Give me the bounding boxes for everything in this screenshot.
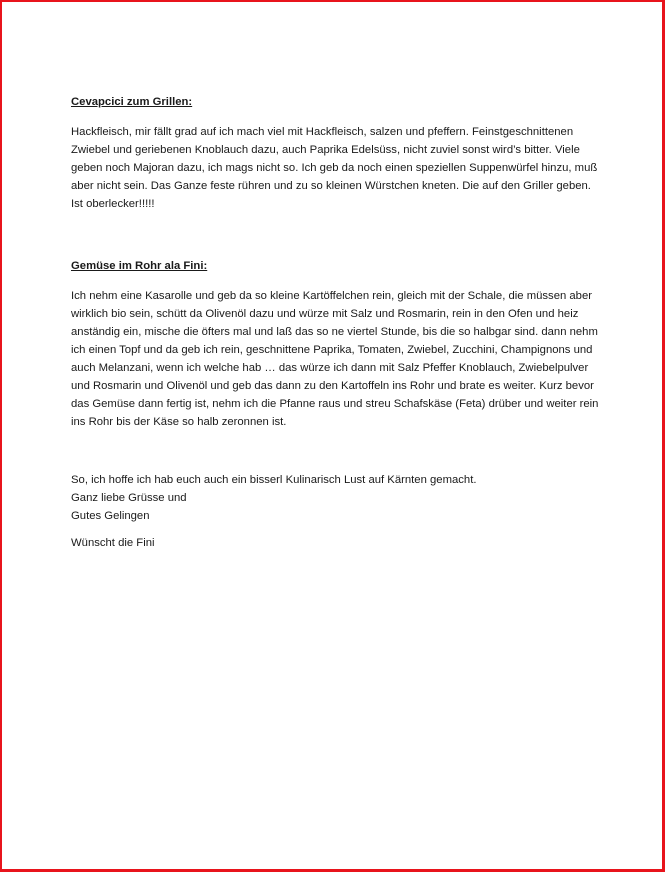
section-heading: Gemüse im Rohr ala Fini: — [71, 260, 208, 272]
section-body: Hackfleisch, mir fällt grad auf ich mach viel mit Hackfleisch, salzen und pfeffern. Feinstgeschnittenen Zwiebel und geriebenen Knoblauch dazu, auch Paprika Edelsüss, nicht zuviel sonst wird’s bitter. Viele geben noch Majoran dazu, ich mags nicht so. Ich geb da noch einen speziellen Suppenwürfel hinzu, muß aber nicht sein. Das Ganze feste rühren und zu so kleinen Würstchen kneten. Die auf den Griller geben. Ist oberlecker!!!!! — [71, 126, 598, 210]
section-body: Ich nehm eine Kasarolle und geb da so kleine Kartöffelchen rein, gleich mit der Schale, die müssen aber wirklich bio sein, schütt da Olivenöl dazu und würze mit Salz und Rosmarin, rein in den Ofen und heiz anständig ein, mische die öfters mal und laß das so ne viertel Stunde, bis die so halbgar sind. dann nehm ich einen Topf und da geb ich rein, geschnittene Paprika, Tomaten, Zwiebel, Zucchini, Champignons und auch Melanzani, wenn ich welche hab … das würze ich dann mit Salz Pfeffer Knoblauch, Zwiebelpulver und Rosmarin und Olivenöl und geb das dann zu den Kartoffeln ins Rohr und brate es weiter. Kurz bevor das Gemüse dann fertig ist, nehm ich die Pfanne raus und streu Schafskäse (Feta) drüber und weiter rein ins Rohr bis der Käse so halb zeronnen ist. — [71, 290, 599, 428]
recipe-section-gemuese — [71, 259, 601, 431]
signature: Wünscht die Fini — [71, 537, 155, 549]
recipe-section-cevapcici — [71, 95, 601, 213]
document-content — [71, 95, 601, 552]
section-heading: Cevapcici zum Grillen: — [71, 96, 193, 108]
closing-greeting: Ganz liebe Grüsse und — [71, 492, 187, 504]
closing-wish: Gutes Gelingen — [71, 510, 150, 522]
closing-block — [71, 471, 601, 552]
closing-line: So, ich hoffe ich hab euch auch ein bisserl Kulinarisch Lust auf Kärnten gemacht. — [71, 474, 477, 486]
